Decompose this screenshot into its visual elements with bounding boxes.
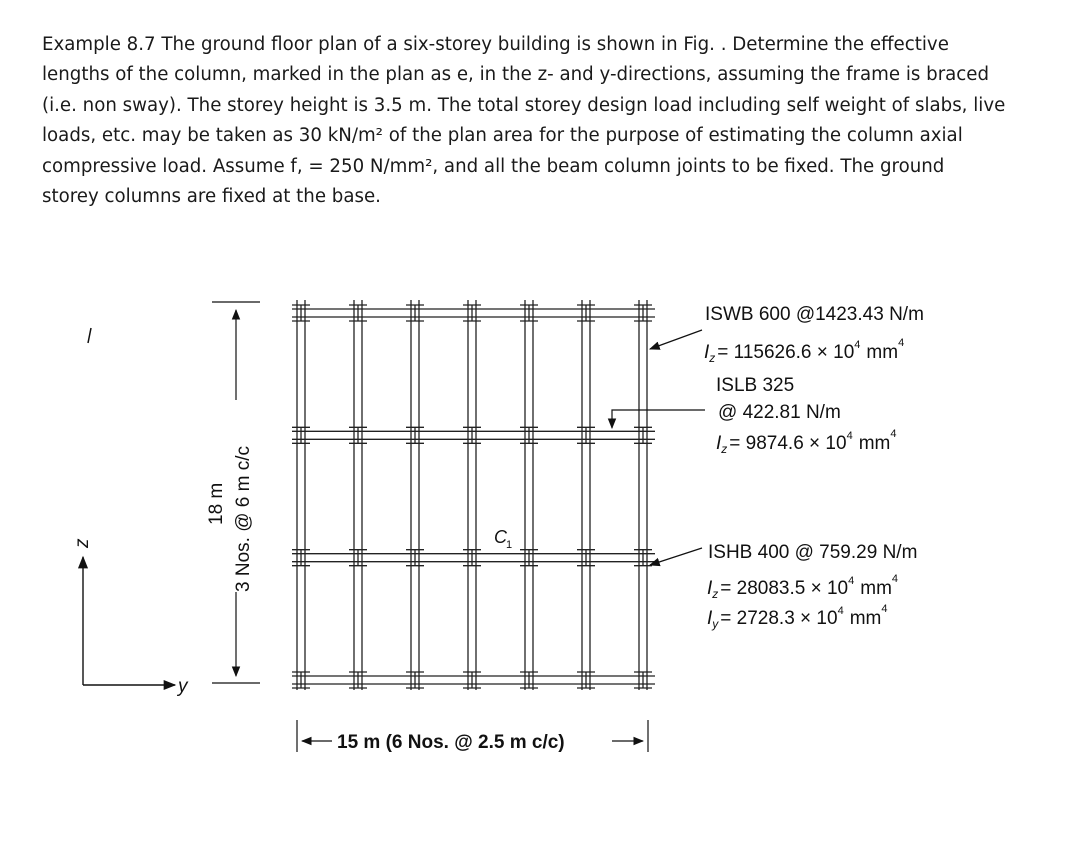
islb-line2: @ 422.81 N/m [718, 402, 841, 423]
y-axis-label: y [178, 676, 188, 697]
ishb-annotation [707, 542, 917, 631]
column-c1-label [494, 527, 512, 551]
iswb-annotation [704, 304, 924, 365]
ishb-iy-line: $I_y = 2728.3 \times 10^4$ $mm^4$ [707, 603, 888, 631]
problem-line-4: loads, etc. may be taken as 30 kN/m² of the plan area for the purpose of estimating the column axial [42, 125, 963, 147]
axes-indicator [72, 328, 189, 697]
problem-line-2: lengths of the column, marked in the plan as e, in the z- and y-directions, assuming the frame is braced [42, 64, 990, 86]
dim-vertical-total: 18 m [206, 482, 227, 525]
dim-horizontal-label: 15 m (6 Nos. @ 2.5 m c/c) [337, 732, 565, 753]
problem-line-5: compressive load. Assume f, = 250 N/mm², and all the beam column joints to be fixed. The ground [42, 155, 945, 177]
vertical-dimension [206, 302, 260, 683]
problem-line-1: Example 8.7 The ground floor plan of a six-storey building is shown in Fig. . Determine the effective [42, 34, 949, 55]
ishb-line1: ISHB 400 @ 759.29 N/m [708, 542, 918, 563]
problem-line-6: storey columns are fixed at the base. [42, 186, 381, 208]
islb-iz-line: $I_z = 9874.6 \times 10^4$ $mm^4$ [716, 428, 897, 456]
ishb-iz-line: $I_z = 28083.5 \times 10^4$ $mm^4$ [707, 573, 899, 601]
problem-line-3: (i.e. non sway). The storey height is 3.5 m. The total storey design load including self weight of slabs, live [42, 94, 1006, 116]
iswb-line1: ISWB 600 @1423.43 N/m [705, 304, 924, 325]
z-axis-label: z [72, 538, 93, 548]
islb-line1: ISLB 325 [716, 375, 795, 396]
leader-lines [612, 330, 705, 565]
page-mark [88, 328, 91, 343]
horizontal-dimension [297, 720, 648, 753]
column-label-main: C [494, 527, 507, 547]
dim-vertical-detail: 3 Nos. @ 6 m c/c [233, 446, 254, 592]
framing-grid [292, 300, 655, 690]
islb-annotation [716, 375, 896, 456]
column-label-sub: 1 [506, 539, 513, 551]
iswb-iz-line: $I_z = 115626.6 \times 10^4$ $mm^4$ [704, 337, 905, 365]
